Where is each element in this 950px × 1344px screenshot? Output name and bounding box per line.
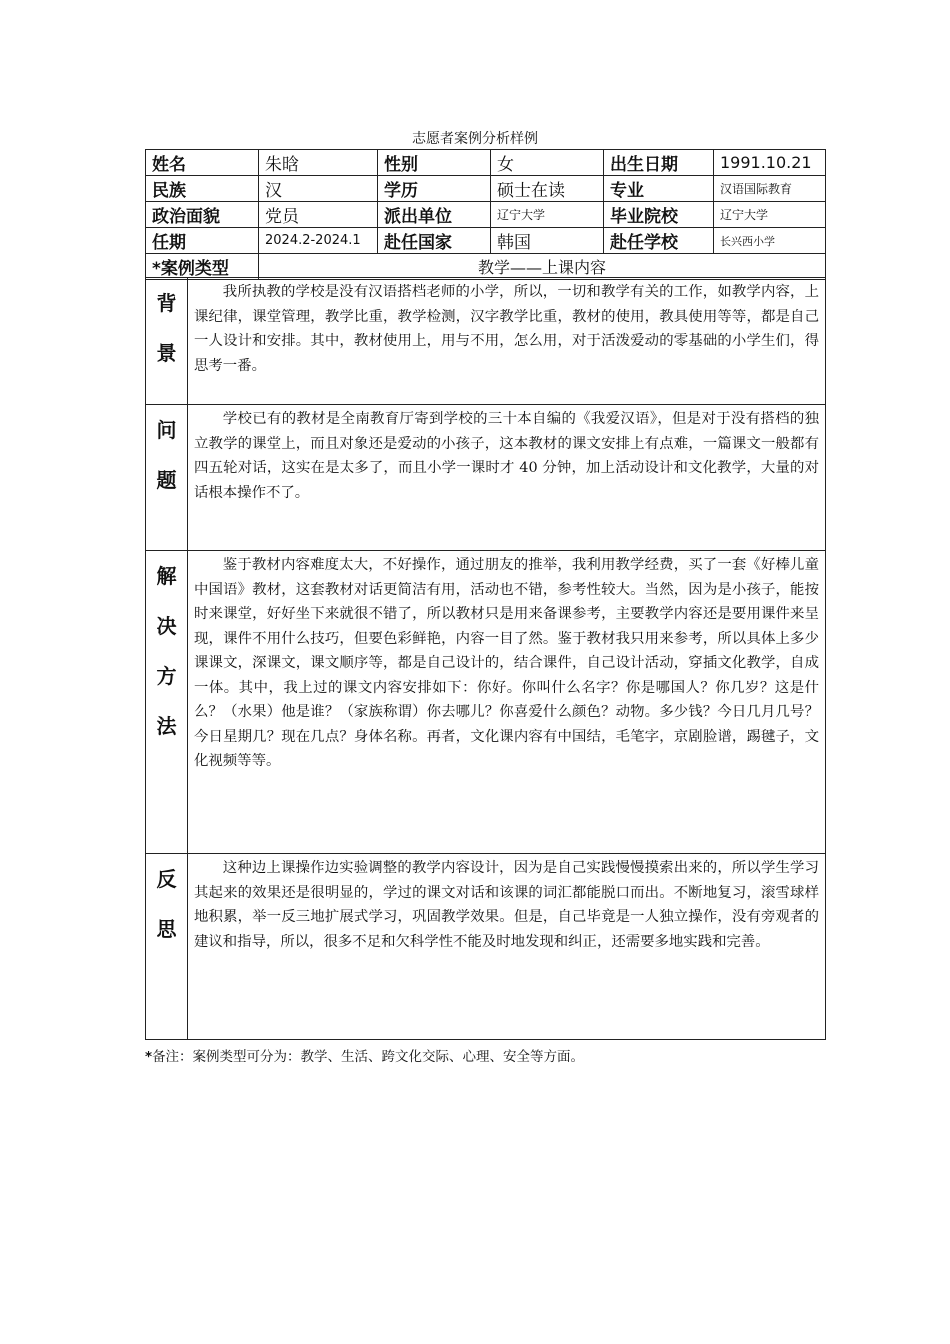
profile-row-1	[146, 150, 826, 176]
footnote	[145, 1045, 584, 1065]
school-value: 长兴西小学	[714, 228, 826, 254]
reflection-text: 这种边上课操作边实验调整的教学内容设计，因为是自己实践慢慢摸索出来的，所以学生学习其起来的效果还是很明显的，学过的课文对话和该课的词汇都能脱口而出。不断地复习，滚雪球样地积累，举一反三地扩展式学习，巩固教学效果。但是，自己毕竟是一人独立操作，没有旁观者的建议和指导，所以，很多不足和欠科学性不能及时地发现和纠正，还需要多地实践和完善。	[188, 854, 826, 1040]
section-background	[146, 278, 826, 405]
section-reflection	[146, 854, 826, 1040]
profile-row-4	[146, 228, 826, 254]
footnote-text: 备注：案例类型可分为：教学、生活、跨文化交际、心理、安全等方面。	[152, 1049, 585, 1065]
birth-label: 出生日期	[604, 150, 714, 176]
background-text: 我所执教的学校是没有汉语搭档老师的小学，所以，一切和教学有关的工作，如教学内容，上课纪律，课堂管理，教学比重，教学检测，汉字教学比重，教材的使用，教具使用等等，都是自己一人设计和安排。其中，教材使用上，用与不用，怎么用，对于活泼爱动的零基础的小学生们，得思考一番。	[188, 278, 826, 405]
education-value: 硕士在读	[491, 176, 604, 202]
country-value: 韩国	[491, 228, 604, 254]
problem-text: 学校已有的教材是全南教育厅寄到学校的三十本自编的《我爱汉语》，但是对于没有搭档的独立教学的课堂上，而且对象还是爱动的小孩子，这本教材的课文安排上有点难，一篇课文一般都有四五轮对话，这实在是太多了，而且小学一课时才 40 分钟，加上活动设计和文化教学，大量的对话根本操作不了。	[188, 405, 826, 551]
major-value: 汉语国际教育	[714, 176, 826, 202]
graduate-school-label: 毕业院校	[604, 202, 714, 228]
profile-row-5	[146, 254, 826, 280]
ethnicity-value: 汉	[259, 176, 378, 202]
name-label: 姓名	[146, 150, 259, 176]
education-label: 学历	[378, 176, 491, 202]
graduate-school-value: 辽宁大学	[714, 202, 826, 228]
gender-value: 女	[491, 150, 604, 176]
footnote-star: *	[145, 1049, 153, 1065]
term-value: 2024.2-2024.1	[259, 228, 378, 254]
term-label: 任期	[146, 228, 259, 254]
ethnicity-label: 民族	[146, 176, 259, 202]
school-label: 赴任学校	[604, 228, 714, 254]
section-problem	[146, 405, 826, 551]
profile-row-2	[146, 176, 826, 202]
name-value: 朱晗	[259, 150, 378, 176]
sending-unit-label: 派出单位	[378, 202, 491, 228]
gender-label: 性别	[378, 150, 491, 176]
case-type-label: *案例类型	[146, 254, 259, 280]
politics-value: 党员	[259, 202, 378, 228]
problem-label: 问题	[146, 405, 188, 551]
country-label: 赴任国家	[378, 228, 491, 254]
solution-label: 解决方法	[146, 551, 188, 854]
case-sections-table	[145, 277, 826, 1040]
profile-table	[145, 149, 826, 280]
profile-row-3	[146, 202, 826, 228]
background-label: 背景	[146, 278, 188, 405]
major-label: 专业	[604, 176, 714, 202]
politics-label: 政治面貌	[146, 202, 259, 228]
reflection-label: 反思	[146, 854, 188, 1040]
birth-value: 1991.10.21	[714, 150, 826, 176]
case-type-value: 教学——上课内容	[259, 254, 826, 280]
section-solution	[146, 551, 826, 854]
page-title: 志愿者案例分析样例	[412, 131, 538, 147]
sending-unit-value: 辽宁大学	[491, 202, 604, 228]
solution-text: 鉴于教材内容难度太大，不好操作，通过朋友的推举，我利用教学经费，买了一套《好棒儿童中国语》教材，这套教材对话更简洁有用，活动也不错，参考性较大。当然，因为是小孩子，能按时来课堂，好好坐下来就很不错了，所以教材只是用来备课参考，主要教学内容还是要用课件来呈现，课件不用什么技巧，但要色彩鲜艳，内容一目了然。鉴于教材我只用来参考，所以具体上多少课课文，深课文，课文顺序等，都是自己设计的，结合课件，自己设计活动，穿插文化教学，自成一体。其中，我上过的课文内容安排如下：你好。你叫什么名字？你是哪国人？你几岁？这是什么？（水果）他是谁？（家族称谓）你去哪儿？你喜爱什么颜色？动物。多少钱？今日几月几号？今日星期几？现在几点？身体名称。再者，文化课内容有中国结，毛笔字，京剧脸谱，踢毽子，文化视频等等。	[188, 551, 826, 854]
